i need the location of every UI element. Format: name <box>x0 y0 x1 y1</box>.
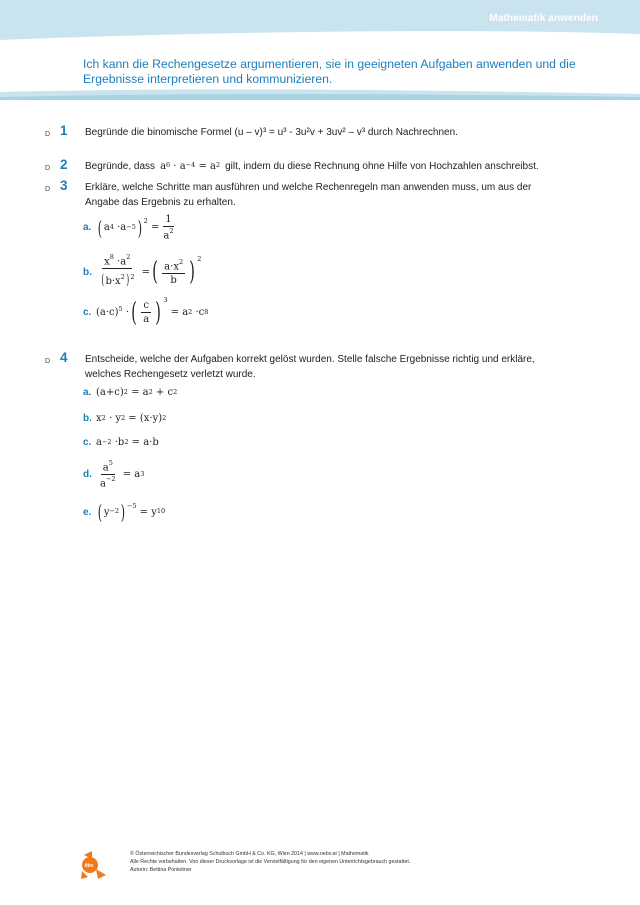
logo-text: öbv <box>84 863 94 869</box>
task-4-item-a: a. (a+c) $^2$ = a $^2$ + c $^2$ <box>83 387 178 398</box>
task-3-item-b: b. $\frac{x^8 \cdot a^2}{(b\cdot x^2)^2}$ = ( $\frac{a\cdot x^2}{b}$ ) $^2$ <box>83 253 202 289</box>
task-text <box>85 159 555 174</box>
formula: ( a $^4$ ·a $^{-5}$ ) $^2$ = $\frac{1}{a^2}$ <box>97 214 174 242</box>
formula: a $^{-2}$ ·b $^2$ = a·b <box>96 437 159 448</box>
task-4-item-d: d. $\frac{a^5}{a^{-2}}$ = a $^3$ <box>83 459 145 490</box>
task-text-pre: Begründe, dass <box>85 161 156 172</box>
task-text-post: gilt, indem du diese Rechnung ohne Hilfe von Hochzahlen anschreibst. <box>225 161 539 172</box>
formula: x $^2$ · y $^2$ = (x·y) $^2$ <box>96 413 167 424</box>
formula: $\frac{a^5}{a^{-2}}$ = a $^3$ <box>100 459 145 490</box>
task-4-item-c: c. a $^{-2}$ ·b $^2$ = a·b <box>83 437 159 448</box>
formula: $\frac{x^8 \cdot a^2}{(b\cdot x^2)^2}$ = ( $\frac{a\cdot x^2}{b}$ ) $^2$ <box>101 253 202 289</box>
task-level: D <box>45 186 51 193</box>
task-level: D <box>45 131 51 138</box>
task-level: D <box>45 358 51 365</box>
task-number: 4 <box>60 350 68 365</box>
learning-goal: Ich kann die Rechengesetze argumentieren, sie in geeigneten Aufgaben anwenden und die Ergebnisse interpretieren und kommunizieren. <box>83 57 576 86</box>
task-number: 3 <box>60 178 68 193</box>
formula: (a·c) $^5$ · ( $\frac{c}{a}$ ) $^3$ = a $^2$ ·c $^8$ <box>96 295 209 328</box>
section-title: Mathematik anwenden <box>489 13 598 24</box>
copyright-footer: © Österreichischer Bundesverlag Schulbuch GmbH & Co. KG, Wien 2014 | www.oebv.at | Mathematik Alle Rechte vorbehalten. Von dieser Druckvorlage ist die Vervielfältigung für den eigenen Unterrichtsgebrauch gestattet. Autorin: Bettina Ponleitner <box>130 851 411 873</box>
task-text: Erkläre, welche Schritte man ausführen und welche Rechenregeln man anwenden muss, um aus der Angabe das Ergebnis zu erhalten. <box>85 182 532 208</box>
task-text: Entscheide, welche der Aufgaben korrekt gelöst wurden. Stelle falsche Ergebnisse richtig und erkläre, welches Rechengesetz verletzt wurde. <box>85 354 535 380</box>
publisher-logo <box>80 849 120 881</box>
task-number: 2 <box>60 157 68 172</box>
task-3-item-a: a. ( a $^4$ ·a $^{-5}$ ) $^2$ = $\frac{1}{a^2}$ <box>83 214 177 241</box>
formula: (a+c) $^2$ = a $^2$ + c $^2$ <box>96 387 178 398</box>
task-4-item-b: b. x $^2$ · y $^2$ = (x·y) $^2$ <box>83 413 167 424</box>
task-3-item-c: c. (a·c) $^5$ · ( $\frac{c}{a}$ ) $^3$ = a $^2$ ·c $^8$ <box>83 295 209 328</box>
task-4-item-e: e. ( y $^{-2}$ ) $^{-5}$ = y $^{10}$ <box>83 500 166 524</box>
formula: ( y $^{-2}$ ) $^{-5}$ = y $^{10}$ <box>97 500 166 524</box>
task-level: D <box>45 165 51 172</box>
formula: a $^6$ · a $^{-4}$ = a $^2$ <box>160 161 221 172</box>
task-text: Begründe die binomische Formel (u – v)³ = u³ - 3u²v + 3uv² – v³ durch Nachrechnen. <box>85 127 458 138</box>
task-number: 1 <box>60 123 68 138</box>
